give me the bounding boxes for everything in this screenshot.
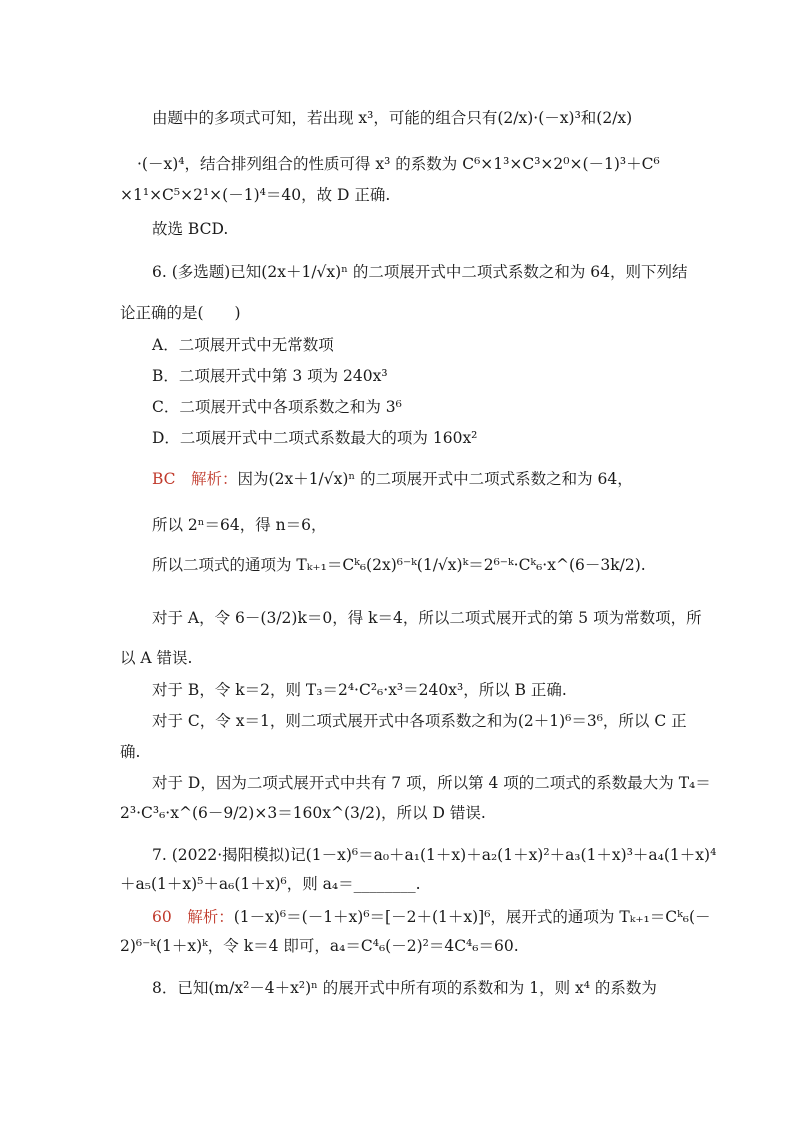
- text-line-19: 对于 D，因为二项式展开式中共有 7 项，所以第 4 项的二项式的系数最大为 T₄＝: [152, 774, 711, 792]
- text-line-12: 所以 2ⁿ＝64，得 n＝6，: [152, 516, 327, 534]
- text-line-16: 对于 B，令 k＝2，则 T₃＝2⁴·C²₆·x³＝240x³，所以 B 正确.: [152, 681, 567, 699]
- text-line-24: 2)⁶⁻ᵏ(1＋x)ᵏ，令 k＝4 即可，a₄＝C⁴₆(－2)²＝4C⁴₆＝60.: [120, 937, 519, 955]
- answer-7-label: 60 解析：: [152, 908, 234, 926]
- text-line-13: 所以二项式的通项为 Tₖ₊₁＝Cᵏ₆(2x)⁶⁻ᵏ(1/√x)ᵏ＝2⁶⁻ᵏ·Cᵏ₆·x^(6－3k/2).: [152, 556, 646, 574]
- question-6-stem: 6. (多选题)已知(2x＋1/√x)ⁿ 的二项展开式中二项式系数之和为 64，则下列结: [152, 263, 688, 281]
- answer-7-text: (1－x)⁶＝(－1＋x)⁶＝[－2＋(1＋x)]⁶，展开式的通项为 Tₖ₊₁＝Cᵏ₆(－: [233, 908, 711, 926]
- question-7-stem-cont: ＋a₅(1＋x)⁵＋a₆(1＋x)⁶，则 a₄＝________.: [120, 875, 421, 893]
- text-line-3: ×1¹×C⁵×2¹×(－1)⁴＝40，故 D 正确.: [120, 186, 391, 204]
- option-a: A．二项展开式中无常数项: [152, 336, 334, 354]
- text-line-14: 对于 A，令 6－(3/2)k＝0，得 k＝4，所以二项式展开式的第 5 项为常数项，所: [152, 609, 702, 627]
- text-line-17: 对于 C，令 x＝1，则二项式展开式中各项系数之和为(2＋1)⁶＝3⁶，所以 C 正: [152, 712, 687, 730]
- question-8-stem: 8．已知(m/x²－4＋x²)ⁿ 的展开式中所有项的系数和为 1，则 x⁴ 的系数为: [152, 979, 657, 997]
- text-line-1: 由题中的多项式可知，若出现 x³，可能的组合只有(2/x)·(－x)³和(2/x): [152, 109, 633, 127]
- question-6-stem-cont: 论正确的是( ): [120, 304, 241, 322]
- text-line-18: 确.: [120, 743, 141, 761]
- text-line-4: 故选 BCD.: [152, 220, 229, 238]
- answer-6-label: BC 解析：: [152, 470, 238, 488]
- text-line-2: ·(－x)⁴，结合排列组合的性质可得 x³ 的系数为 C⁶×1³×C³×2⁰×(－1)³＋C⁶: [137, 155, 660, 173]
- text-line-15: 以 A 错误.: [120, 649, 193, 667]
- option-d: D．二项展开式中二项式系数最大的项为 160x²: [152, 429, 478, 447]
- answer-6-line: [152, 469, 633, 489]
- answer-6-text: 因为(2x＋1/√x)ⁿ 的二项展开式中二项式系数之和为 64，: [237, 470, 633, 488]
- option-b: B．二项展开式中第 3 项为 240x³: [152, 367, 388, 385]
- question-7-stem: 7. (2022·揭阳模拟)记(1－x)⁶＝a₀＋a₁(1＋x)＋a₂(1＋x)²＋a₃(1＋x)³＋a₄(1＋x)⁴: [152, 846, 717, 864]
- option-c: C．二项展开式中各项系数之和为 3⁶: [152, 398, 402, 416]
- answer-7-line: [152, 907, 711, 927]
- text-line-20: 2³·C³₆·x^(6－9/2)×3＝160x^(3/2)，所以 D 错误.: [120, 804, 486, 822]
